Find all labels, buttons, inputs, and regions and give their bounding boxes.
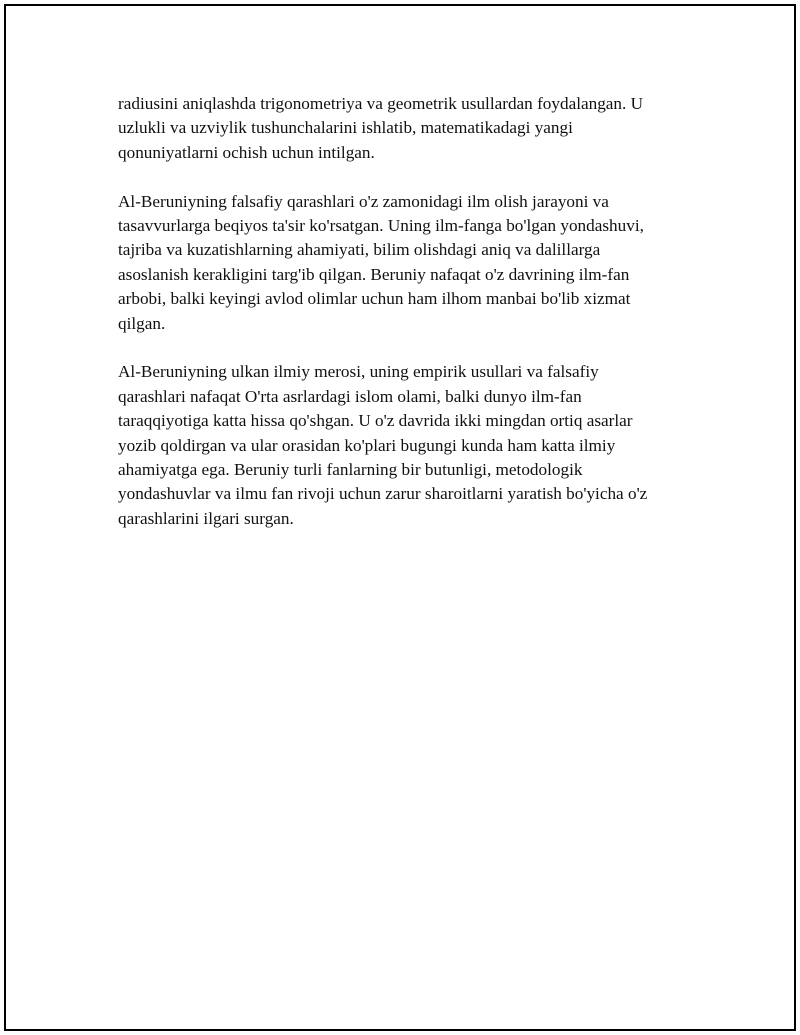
document-body (118, 92, 698, 556)
paragraph-3: Al-Beruniyning ulkan ilmiy merosi, uning empirik usullari va falsafiy qarashlari nafaqat O'rta asrlardagi islom olami, balki dunyo ilm-fan taraqqiyotiga katta hissa qo'shgan. U o'z davrida ikki mingdan ortiq asarlar yozib qoldirgan va ular orasidan ko'plari bugungi kunda ham katta ilmiy ahamiyatga ega. Beruniy turli fanlarning bir butunligi, metodologik yondashuvlar va ilmu fan rivoji uchun zarur sharoitlarni yaratish bo'yicha o'z qarashlarini ilgari surgan. (118, 362, 648, 528)
paragraph-2: Al-Beruniyning falsafiy qarashlari o'z zamonidagi ilm olish jarayoni va tasavvurlarga beqiyos ta'sir ko'rsatgan. Uning ilm-fanga bo'lgan yondashuvi, tajriba va kuzatishlarning ahamiyati, bilim olishdagi aniq va dalillarga asoslanish kerakligini targ'ib qilgan. Beruniy nafaqat o'z davrining ilm-fan arbobi, balki keyingi avlod olimlar uchun ham ilhom manbai bo'lib xizmat qilgan. (118, 191, 644, 333)
paragraph-1: radiusini aniqlashda trigonometriya va geometrik usullardan foydalangan. U uzlukli va uzviylik tushunchalarini ishlatib, matematikadagi yangi qonuniyatlarni ochish uchun intilgan. (118, 94, 644, 162)
